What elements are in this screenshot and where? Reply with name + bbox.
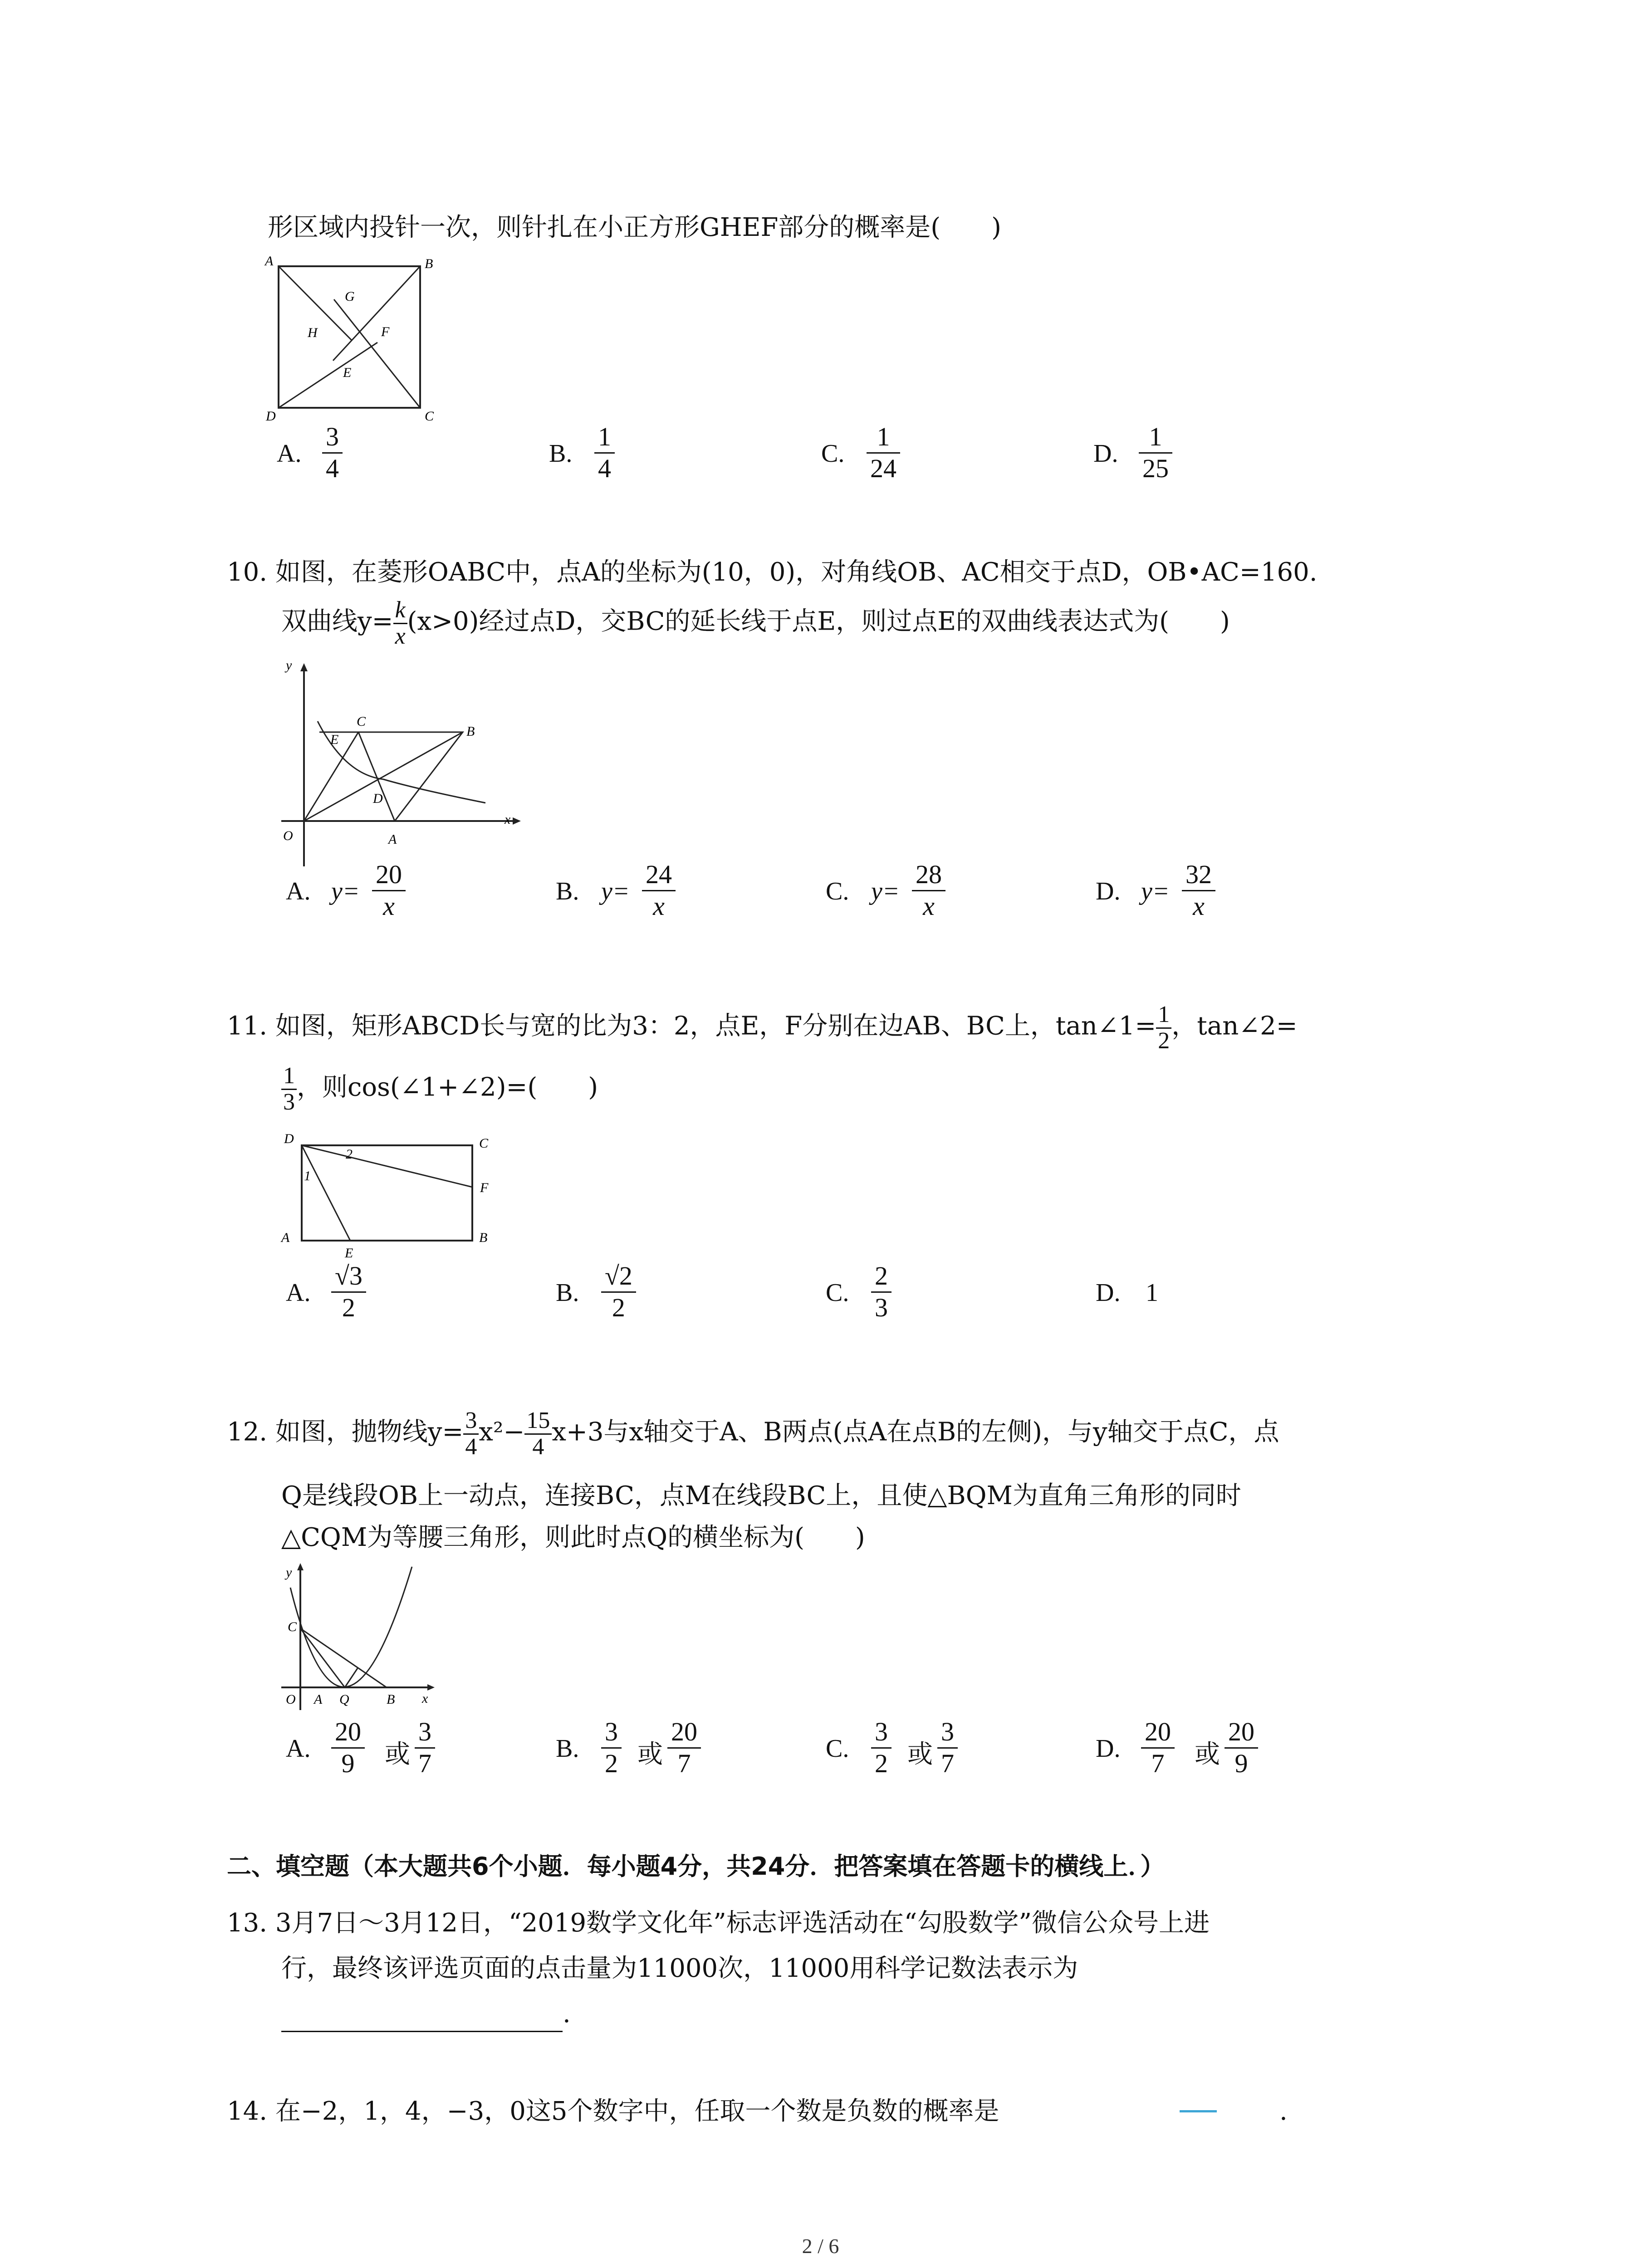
label-E: E xyxy=(343,365,352,380)
label-Q: Q xyxy=(339,1692,349,1707)
section-heading: 二、填空题（本大题共6个小题．每小题4分，共24分．把答案填在答题卡的横线上．） xyxy=(227,1852,1165,1881)
q13-answer: . xyxy=(281,1996,571,2032)
q9-stem: 形区域内投针一次，则针扎在小正方形GHEF部分的概率是( ) xyxy=(268,213,1001,242)
q13-answer-blank[interactable] xyxy=(281,2004,563,2032)
exam-page: 形区域内投针一次，则针扎在小正方形GHEF部分的概率是( ) A B C D G H E F A. $\frac{3}{4}$ B. $\frac{1}{4}$ C. $\frac{1}{24}$ D. $\frac{1}{25}$ 10. 如图，在菱形OABC中，点A的坐标为(10，0)，对角线OB、AC相交于点D，OB•AC=160. 双曲线y= $\frac{k}{x}$ (x>0)经过点D，交BC的延长线于点E，则过点E的双曲线表达式为( ) y x O A B C D E A. y= $\frac{20}{x}$ B. y= $\frac{24}{x}$ C. y= $\frac{28}{x}$ D. y= $\frac{32}{x}$ 11. 如图，矩形ABCD长与宽的比为3：2，点E，F分别在边AB、BC上，tan∠1= $\frac{1}{2}$ ，tan∠2= $\frac{1}{3}$ ，则cos(∠1+∠2)=( ) D C A B E F 1 2 A. $\frac{√3}{2}$ B. $\frac{√2}{2}$ C. $\frac{2}{3}$ D. 1 12. 如图，抛物线y= $\frac{3}{4}$ x²− $\frac{15}{4}$ x+3与x轴交于A、B两点(点A在点B的左侧)，与y轴交于点C，点 Q是线段OB上一动点，连接BC，点M在线段BC上，且使△BQM为直角三角形的同时 △CQM为等腰三角形，则此时点Q的横坐标为( ) y x O A Q B C A. $\frac{20}{9}$ 或 $\frac{3}{7}$ B. $\frac{3}{2}$ 或 $\frac{20}{7}$ C. $\frac{3}{2}$ 或 $\frac{3}{7}$ D. $\frac{20}{7}$ 或 $\frac{20}{9}$ 二、填空题（本大题共6个小题．每小题4分，共24分．把答案填在答题卡的横线上．） 13. 3月7日～3月12日，“2019数学文化年”标志评选活动在“勾股数学”微信公众号上进 行，最终该评选页面的点击量为11000次，11000用科学记数法表示为 . 14. 在−2，1，4，−3，0这5个数字中，任取一个数是负数的概率是 . 2 / 6 xyxy=(0,0,1641,2268)
q14-line: 14. 在−2，1，4，−3，0这5个数字中，任取一个数是负数的概率是 xyxy=(227,2097,999,2126)
label-y: y xyxy=(286,658,292,673)
label-C: C xyxy=(288,1619,297,1634)
q13-line1: 13. 3月7日～3月12日，“2019数学文化年”标志评选活动在“勾股数学”微信公众号上进 xyxy=(227,1908,1210,1938)
q10-line2: 双曲线y= $\frac{k}{x}$ (x>0)经过点D，交BC的延长线于点E，则过点E的双曲线表达式为( ) xyxy=(281,597,1230,649)
q12-line3: △CQM为等腰三角形，则此时点Q的横坐标为( ) xyxy=(281,1523,865,1552)
label-G: G xyxy=(345,289,355,304)
q11-line1: 11. 如图，矩形ABCD长与宽的比为3：2，点E，F分别在边AB、BC上，tan∠1= $\frac{1}{2}$ ，tan∠2= xyxy=(227,1002,1298,1054)
q12-line2: Q是线段OB上一动点，连接BC，点M在线段BC上，且使△BQM为直角三角形的同时 xyxy=(281,1481,1241,1510)
q12-figure-parabola xyxy=(272,1560,445,1715)
q14-answer-line[interactable] xyxy=(1180,2110,1217,2112)
q13-line2: 行，最终该评选页面的点击量为11000次，11000用科学记数法表示为 xyxy=(281,1954,1078,1983)
label-C: C xyxy=(357,714,366,729)
page-number: 2 / 6 xyxy=(802,2234,839,2258)
label-x: x xyxy=(505,812,511,827)
label-B: B xyxy=(387,1692,395,1707)
label-A: A xyxy=(388,832,397,847)
label-B: B xyxy=(425,256,433,271)
label-A: A xyxy=(265,254,274,269)
label-A: A xyxy=(314,1692,323,1707)
q14-end: . xyxy=(1279,2097,1288,2126)
label-B: B xyxy=(479,1230,488,1245)
label-D: D xyxy=(284,1131,294,1146)
label-H: H xyxy=(308,325,318,340)
q9-figure-square xyxy=(259,252,440,424)
label-y: y xyxy=(286,1565,292,1580)
label-angle-1: 1 xyxy=(304,1168,311,1183)
label-C: C xyxy=(479,1136,489,1151)
q10-figure-rhombus xyxy=(272,653,526,871)
q10-line1: 10. 如图，在菱形OABC中，点A的坐标为(10，0)，对角线OB、AC相交于点D，OB•AC=160. xyxy=(227,557,1318,587)
label-C: C xyxy=(425,409,434,424)
label-O: O xyxy=(286,1692,296,1707)
label-D: D xyxy=(373,791,383,806)
label-E: E xyxy=(345,1246,353,1261)
label-F: F xyxy=(480,1180,489,1195)
label-E: E xyxy=(330,732,339,747)
label-x: x xyxy=(422,1691,428,1706)
label-F: F xyxy=(381,324,390,339)
q11-line2: $\frac{1}{3}$ ，则cos(∠1+∠2)=( ) xyxy=(281,1064,598,1114)
q12-line1: 12. 如图，抛物线y= $\frac{3}{4}$ x²− $\frac{15}{4}$ x+3与x轴交于A、B两点(点A在点B的左侧)，与y轴交于点C，点 xyxy=(227,1408,1279,1460)
label-A: A xyxy=(281,1230,290,1245)
q11-figure-rectangle xyxy=(272,1129,508,1266)
label-O: O xyxy=(283,828,293,843)
label-D: D xyxy=(266,409,276,424)
label-angle-2: 2 xyxy=(346,1147,353,1162)
label-B: B xyxy=(466,724,475,739)
